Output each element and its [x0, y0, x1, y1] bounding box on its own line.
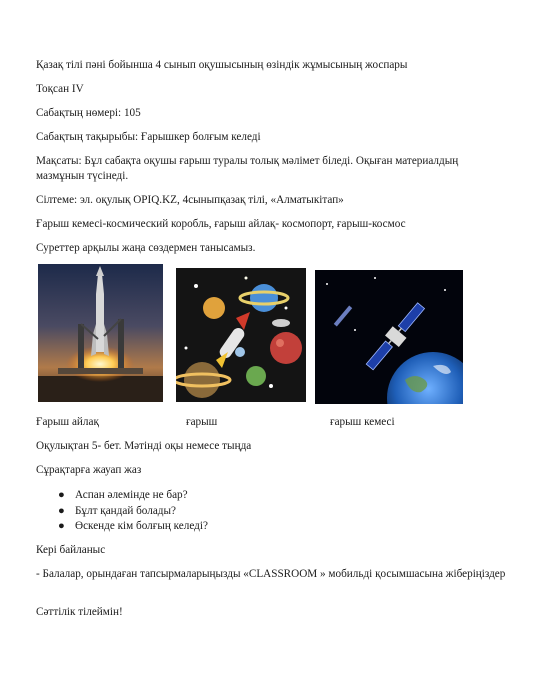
answer-task: Сұрақтарға жауап жаз [36, 464, 142, 476]
reading-task: Оқулықтан 5- бет. Мәтінді оқы немесе тыңда [36, 440, 252, 452]
caption-spaceport: Ғарыш айлақ [36, 416, 99, 428]
feedback-text: - Балалар, орындаған тапсырмаларыңызды «CLASSROOM » мобильді қосымшасына жіберіңіздер [36, 568, 506, 580]
quarter-line: Тоқсан IV [36, 83, 84, 95]
vocabulary-line: Ғарыш кемесі-космический корoбль, ғарыш айлақ- космопорт, ғарыш-космос [36, 218, 406, 230]
lesson-goal: Мақсаты: Бұл сабақта оқушы ғарыш туралы толық мәлімет біледі. Оқыған материалдың мазмұнын түсінеді. [36, 155, 459, 182]
document-title: Қазақ тілі пәні бойынша 4 сынып оқушысының өзіндік жұмысының жоспары [36, 59, 408, 71]
satellite-image [315, 270, 463, 404]
reference-line: Сілтеме: эл. оқулық OPIQ.KZ, 4сыныпқазақ тілі, «Алматыкітап» [36, 194, 344, 206]
lesson-number: Сабақтың нөмері: 105 [36, 107, 141, 119]
bullet-icon: ● [58, 504, 65, 517]
space-illustration-image [176, 268, 306, 402]
pictures-intro: Суреттер арқылы жаңа сөздермен танысамыз. [36, 242, 256, 254]
question-item: ● Бұлт қандай болады? [58, 504, 458, 520]
closing-line: Сәттілік тілеймін! [36, 606, 123, 618]
question-list [58, 488, 458, 535]
caption-spaceship: ғарыш кемесі [330, 416, 395, 428]
rocket-launch-image [38, 264, 163, 402]
feedback-title: Кері байланыс [36, 544, 106, 556]
bullet-icon: ● [58, 520, 65, 532]
question-item: ● Аспан әлемінде не бар? [58, 488, 458, 504]
caption-space: ғарыш [186, 416, 218, 428]
lesson-topic: Сабақтың тақырыбы: Ғарышкер болғым келеді [36, 131, 261, 143]
question-item: ● Өскенде кім болғың келеді? [58, 519, 458, 535]
bullet-icon: ● [58, 489, 65, 501]
